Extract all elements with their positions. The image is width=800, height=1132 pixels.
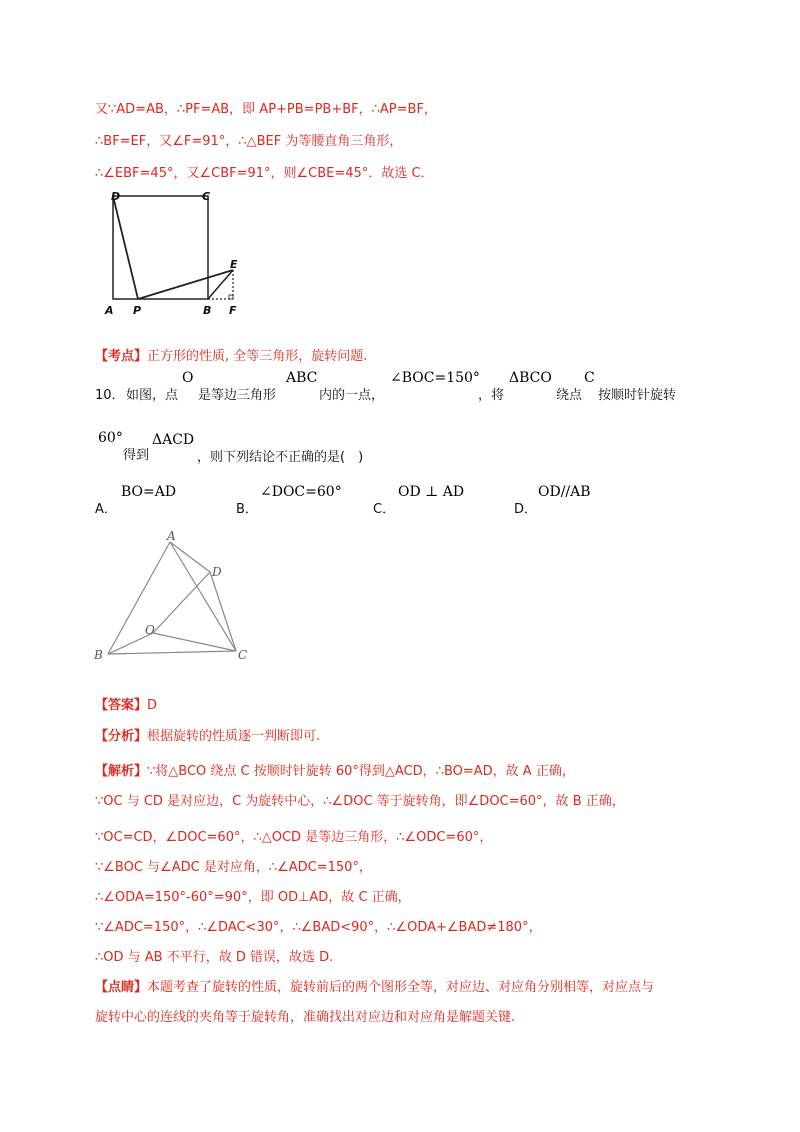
explanation-text-1: ∵将△BCO 绕点 C 按顺时针旋转 60°得到△ACD，∴BO=AD，故 A 正确， [147,764,575,779]
label-a2: A [167,529,176,543]
segment-ad [170,542,210,572]
solution-line-1: 又∵AD=AB，∴PF=AB，即 AP+PB=PB+BF，∴AP=BF， [95,102,437,117]
explanation-line-1 [95,760,575,779]
answer-tag: 【答案】 [95,698,148,713]
label-p: P [133,304,142,317]
dianjing-text-1: 本题考查了旋转的性质，旋转前后的两个图形全等，对应边、对应角分别相等，对应点与 [147,980,655,995]
explanation-line-4: ∵∠BOC 与∠ADC 是对应角，∴∠ADC=150°， [95,860,372,875]
label-c: C [202,190,211,203]
q10-math-o: O [182,370,194,386]
q10-clockwise: 按顺时针旋转 [598,388,677,403]
explanation-line-3: ∵OC=CD，∠DOC=60°，∴△OCD 是等边三角形，∴∠ODC=60°， [95,830,493,845]
label-e: E [230,258,238,271]
label-f: F [229,304,237,317]
segment-dp [113,196,138,299]
dianjing-line-2: 旋转中心的连线的夹角等于旋转角，准确找出对应边和对应角是解题关键. [95,1010,516,1025]
q10-is: 是等边三角形 [198,388,277,403]
label-d2: D [212,565,222,579]
q10-math-c: C [584,370,595,386]
kaodian-text: 正方形的性质, 全等三角形，旋转问题. [147,349,368,364]
label-b2: B [94,648,103,662]
kaodian-line [95,345,367,364]
answer-line [95,694,157,713]
option-c-math: OD ⊥ AD [398,484,465,500]
option-a-math: BO=AD [121,484,177,500]
q10-number: 10． [95,388,125,403]
option-d-math: OD//AB [538,484,591,500]
kaodian-tag: 【考点】 [95,349,148,364]
label-c2: C [238,648,248,662]
q10-math-abc: ABC [286,370,318,386]
explanation-line-5: ∴∠ODA=150°-60°=90°，即 OD⊥AD，故 C 正确， [95,890,411,905]
square-figure [100,186,260,321]
dianjing-line-1 [95,976,654,995]
label-b: B [203,304,212,317]
analysis-text: 根据旋转的性质逐一判断即可. [147,729,321,744]
q10-math-angle: ∠BOC=150° [390,370,480,386]
triangle-figure [90,528,260,668]
option-b-math: ∠DOC=60° [260,484,342,500]
label-a: A [105,304,114,317]
q10-math-60: 60° [98,430,123,446]
segment-pe [138,270,233,299]
analysis-tag: 【分析】 [95,729,148,744]
explanation-line-6: ∵∠ADC=150°，∴∠DAC<30°，∴∠BAD<90°，∴∠ODA+∠BAD≠180°， [95,920,542,935]
q10-around: 绕点 [556,388,583,403]
option-b-letter: B． [236,502,258,517]
q10-get: 得到 [123,448,150,463]
solution-line-2: ∴BF=EF，又∠F=91°，∴△BEF 为等腰直角三角形， [95,134,403,149]
dianjing-tag: 【点睛】 [95,980,148,995]
answer-text: D [147,698,158,713]
segment-oc [153,633,236,651]
explanation-tag: 【解析】 [95,764,148,779]
option-c-letter: C． [373,502,396,517]
segment-od [153,572,210,633]
segment-dc [210,572,236,651]
q10-math-acd: ΔACD [152,432,195,448]
side-ac [170,542,236,651]
side-ab [108,542,170,654]
q10-inside: 内的一点， [319,388,385,403]
square-abcd [113,196,208,299]
label-o2: O [145,623,155,637]
label-d: D [111,190,121,203]
option-d-letter: D． [514,502,538,517]
solution-line-3: ∴∠EBF=45°，又∠CBF=91°，则∠CBE=45°．故选 C． [95,166,434,181]
q10-jiang: ，将 [478,388,505,403]
analysis-line [95,725,320,744]
option-a-letter: A． [95,502,117,517]
explanation-line-7: ∴OD 与 AB 不平行，故 D 错误，故选 D. [95,950,334,965]
explanation-line-2: ∵OC 与 CD 是对应边，C 为旋转中心，∴∠DOC 等于旋转角，即∠DOC=60°，故 B 正确， [95,794,625,809]
q10-ask: ，则下列结论不正确的是( ) [197,450,364,465]
q10-intro: 如图，点 [126,388,179,403]
side-bc [108,651,236,654]
q10-math-tri: ΔBCO [509,370,552,386]
